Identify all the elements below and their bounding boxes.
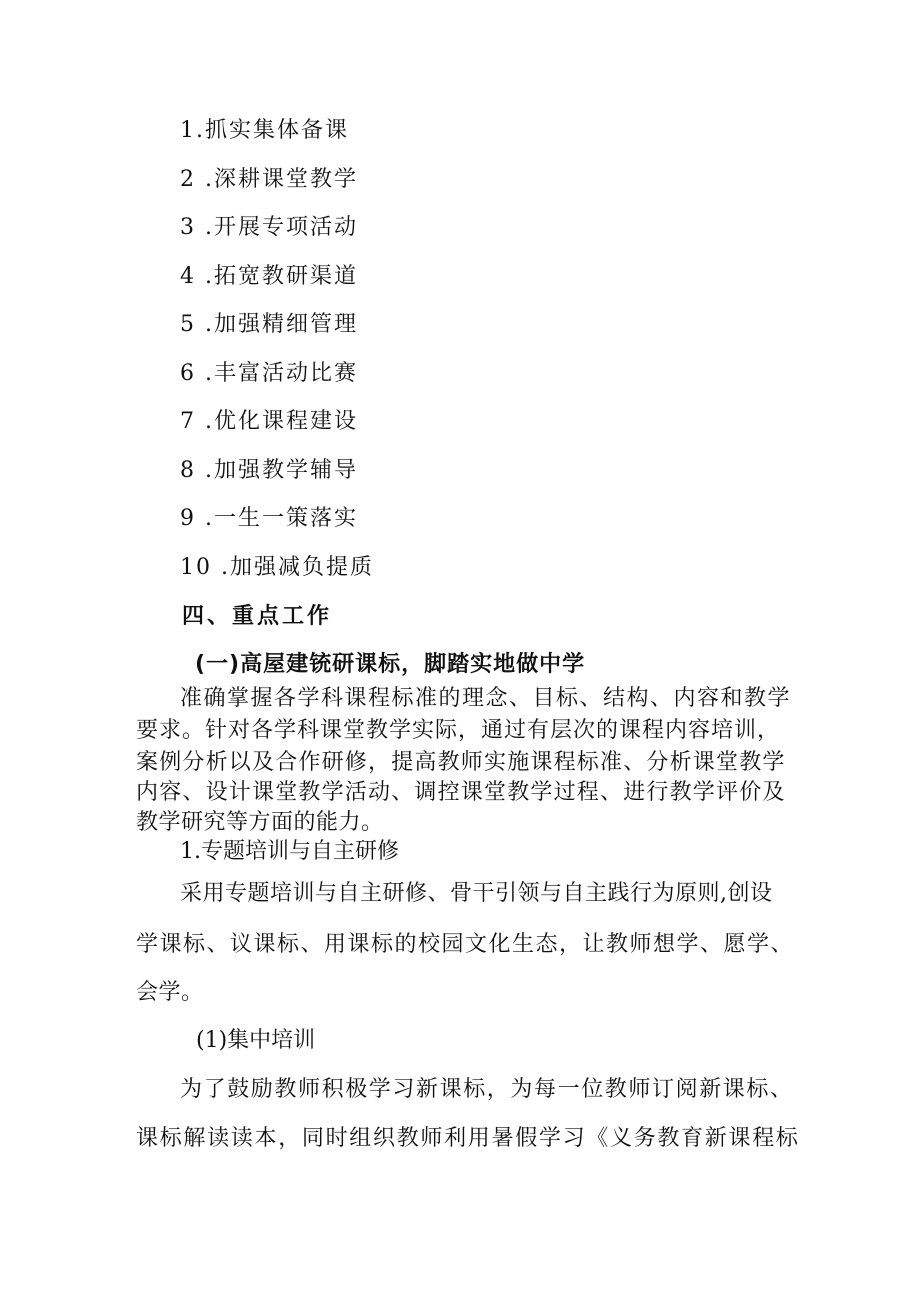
section-heading: 四、重点工作 <box>182 604 333 629</box>
paragraph-1-line-5: 教学研究等方面的能力。 <box>136 810 384 835</box>
list-item-9: 9 .一生一策落实 <box>180 506 358 531</box>
paragraph-2-line-1: 采用专题培训与自主研修、骨干引领与自主践行为原则,创设 <box>180 881 773 906</box>
paragraph-3-line-1: 为了鼓励教师积极学习新课标，为每一位教师订阅新课标、 <box>180 1077 794 1102</box>
paragraph-3-line-2: 课标解读读本，同时组织教师利用暑假学习《义务教育新课程标 <box>136 1126 800 1151</box>
list-item-5: 5 .加强精细管理 <box>180 312 358 337</box>
paragraph-1-line-3: 案例分析以及合作研修，提高教师实施课程标准、分析课堂教学 <box>136 750 786 775</box>
paragraph-1-line-4: 内容、设计课堂教学活动、调控课堂教学过程、进行教学评价及 <box>136 780 786 805</box>
paragraph-2-line-2: 学课标、议课标、用课标的校园文化生态，让教师想学、愿学、 <box>136 932 795 957</box>
list-item-8: 8 .加强教学辅导 <box>180 458 358 483</box>
paragraph-1-line-2: 要求。针对各学科课堂教学实际，通过有层次的课程内容培训， <box>136 718 781 743</box>
list-item-3: 3 .开展专项活动 <box>180 215 358 240</box>
list-item-1: 1.抓实集体备课 <box>180 118 349 143</box>
list-item-2: 2 .深耕课堂教学 <box>180 167 358 192</box>
paragraph-2-line-3: 会学。 <box>136 980 204 1005</box>
sub-item-heading: (1)集中培训 <box>196 1028 316 1053</box>
paragraph-1-line-1: 准确掌握各学科课程标准的理念、目标、结构、内容和教学 <box>180 686 792 711</box>
subsection-heading: (一)高屋建铳研课标，脚踏实地做中学 <box>195 652 586 677</box>
list-item-4: 4 .拓宽教研渠道 <box>180 264 358 289</box>
item-heading: 1.专题培训与自主研修 <box>180 839 399 864</box>
list-item-10: 10 .加强减负提质 <box>180 555 374 580</box>
list-item-7: 7 .优化课程建设 <box>180 409 358 434</box>
list-item-6: 6 .丰富活动比赛 <box>180 361 358 386</box>
